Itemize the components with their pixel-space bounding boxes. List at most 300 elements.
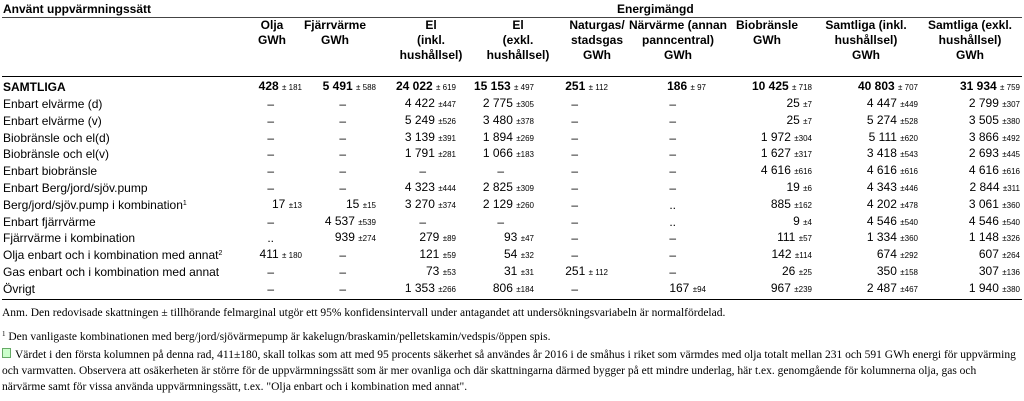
- cell-margin: ±281: [438, 150, 456, 160]
- cell-value: 26: [782, 263, 796, 278]
- cell-value: –: [571, 197, 578, 212]
- cell-margin: ±32: [520, 251, 534, 261]
- cell-margin: ±492: [1002, 133, 1020, 143]
- cell: [304, 130, 378, 147]
- row-label-text: Berg/jord/sjöv.pump i kombination: [3, 197, 183, 212]
- cell: [814, 78, 920, 96]
- cell-value: 4 616: [760, 163, 791, 178]
- cell: [708, 130, 814, 147]
- cell: [708, 230, 814, 247]
- cell-margin: ±616: [900, 167, 918, 177]
- table-row: [2, 230, 1022, 247]
- cell: [238, 96, 304, 113]
- cell: [708, 247, 814, 264]
- row-label: [2, 180, 238, 197]
- cell: [610, 113, 708, 130]
- cell-value: –: [669, 264, 676, 279]
- cell: [536, 281, 610, 298]
- column-header-9-line2: hushållsel): [938, 33, 1002, 47]
- cell-value: –: [497, 164, 504, 179]
- cell: [708, 264, 814, 281]
- cell-value: –: [267, 113, 274, 128]
- cell: [304, 247, 378, 264]
- cell-value: –: [339, 130, 346, 145]
- cell: [610, 78, 708, 96]
- footnote-1-text: Den vanligaste kombinationen med berg/jord/sjövärmepump är kakelugn/braskamin/pelletskamin/vedspis/öppen spis.: [8, 331, 551, 343]
- cell-value: –: [669, 248, 676, 263]
- cell-margin: ±380: [1002, 284, 1020, 294]
- cell-value: –: [339, 97, 346, 111]
- cell-value: –: [571, 248, 578, 263]
- cell-margin: ±13: [288, 200, 302, 210]
- cell-value: –: [339, 164, 346, 179]
- footnote-2-text: Värdet i den första kolumnen på denna rad, 411±180, skall tolkas som att med 95 procents säkerhet så användes år 2016 i de småhus i riket som värmdes med olja totalt mellan 231 och 591 GWh energi för uppvärming och varmvatten. Observera att osäkerheten är större för de uppvärmningssätt som är mer ovanliga och där skattningarna därmed bygger på ett mindre underlag, här t.ex. genomgående för kolumnerna olja, gas och närvärme samt för vissa använda uppvärmningssätt, t.ex. "Olja enbart och i kombination med annat".: [2, 349, 1016, 393]
- cell-value: –: [571, 97, 578, 111]
- cell: [610, 96, 708, 113]
- column-header-7-line1: Biobränsle: [735, 18, 798, 32]
- cell: [708, 163, 814, 180]
- cell: [458, 146, 536, 163]
- row-label-text: Enbart fjärrvärme: [3, 214, 96, 229]
- broken-image-icon: [2, 348, 11, 358]
- column-header-9-line3: GWh: [956, 48, 984, 62]
- cell: [920, 113, 1022, 130]
- column-header-7-line2: GWh: [753, 33, 781, 47]
- cell-margin: ±380: [1002, 116, 1020, 126]
- row-label: [2, 247, 238, 264]
- cell-value: –: [267, 214, 274, 229]
- cell-margin: ±53: [442, 267, 456, 277]
- cell: [304, 197, 378, 214]
- cell-margin: ±317: [794, 150, 812, 160]
- cell: [708, 78, 814, 96]
- cell-value: 31 934: [959, 78, 997, 93]
- cell-value: 167: [669, 280, 690, 295]
- cell: [610, 163, 708, 180]
- row-label: [2, 281, 238, 298]
- cell-value: 4 202: [866, 196, 897, 211]
- cell-value: 3 505: [968, 112, 999, 127]
- cell-value: –: [419, 164, 426, 179]
- column-header-2-line1: Fjärrvärme: [303, 18, 367, 32]
- cell-value: 24 022: [395, 78, 433, 93]
- cell: [920, 247, 1022, 264]
- cell-value: –: [267, 130, 274, 145]
- cell: [378, 247, 458, 264]
- cell: [536, 163, 610, 180]
- cell-value: 5 249: [404, 112, 435, 127]
- cell: [458, 78, 536, 96]
- cell: [814, 96, 920, 113]
- cell-value: –: [339, 248, 346, 263]
- cell: [238, 247, 304, 264]
- row-label-text: SAMTLIGA: [3, 79, 66, 94]
- cell-margin: ±309: [516, 183, 534, 193]
- row-label-text: Övrigt: [3, 281, 36, 296]
- cell-margin: ±311: [1002, 183, 1020, 193]
- table-row: [2, 163, 1022, 180]
- cell-value: –: [339, 264, 346, 279]
- cell-margin: ± 759: [1000, 82, 1020, 92]
- cell: [304, 146, 378, 163]
- cell: [304, 214, 378, 231]
- cell: [814, 247, 920, 264]
- cell-margin: ±528: [900, 116, 918, 126]
- row-label-text: Biobränsle och el(v): [3, 147, 110, 162]
- cell-value: –: [339, 113, 346, 128]
- row-label-text: Enbart elvärme (d): [3, 97, 103, 111]
- cell: [458, 197, 536, 214]
- table-row: [2, 180, 1022, 197]
- cell: [536, 214, 610, 231]
- cell-value: 307: [978, 263, 999, 278]
- cell-value: –: [339, 281, 346, 296]
- cell: [814, 230, 920, 247]
- cell: [920, 230, 1022, 247]
- cell-value: 1 148: [968, 230, 999, 245]
- cell-value: 2 844: [969, 179, 1000, 194]
- cell: [378, 197, 458, 214]
- cell: [458, 264, 536, 281]
- column-header-9-line1: Samtliga (exkl.: [927, 18, 1013, 32]
- cell-margin: ±266: [438, 284, 456, 294]
- column-header-1-line2: GWh: [258, 33, 286, 47]
- cell-value: 967: [770, 280, 791, 295]
- cell: [610, 264, 708, 281]
- cell: [536, 78, 610, 96]
- cell-value: –: [339, 180, 346, 195]
- cell: [536, 230, 610, 247]
- cell-margin: ±540: [900, 217, 918, 227]
- cell-value: 25: [786, 112, 800, 127]
- cell-value: –: [497, 214, 504, 229]
- cell-value: –: [571, 281, 578, 296]
- row-label: [2, 230, 238, 247]
- column-header-8-line3: GWh: [852, 48, 880, 62]
- note-anm: Anm. Den redovisade skattningen ± tillhörande felmarginal utgör ett 95% konfidensintervall under antagandet att undersökningsvariabeln är normalfördelad.: [2, 307, 726, 319]
- cell-margin: ±449: [900, 100, 918, 109]
- cell: [378, 130, 458, 147]
- cell-margin: ±445: [1002, 150, 1020, 160]
- cell: [378, 214, 458, 231]
- cell-margin: ±446: [900, 183, 918, 193]
- cell-value: 93: [504, 230, 518, 245]
- table-row: [2, 197, 1022, 214]
- cell-margin: ±467: [900, 284, 918, 294]
- column-header-5-line2: stadsgas: [570, 33, 624, 47]
- cell-margin: ±616: [1002, 167, 1020, 177]
- total-row: [2, 78, 1022, 96]
- row-label: [2, 146, 238, 163]
- table-row: [2, 214, 1022, 231]
- cell-value: 3 418: [866, 146, 897, 161]
- cell-margin: ±31: [520, 267, 534, 277]
- cell-margin: ±305: [516, 100, 534, 109]
- cell: [536, 130, 610, 147]
- cell-margin: ±6: [803, 183, 812, 193]
- cell-margin: ±378: [516, 116, 534, 126]
- cell: [304, 78, 378, 96]
- cell: [708, 180, 814, 197]
- cell: [536, 146, 610, 163]
- cell: [304, 281, 378, 298]
- cell: [536, 113, 610, 130]
- row-label: [2, 130, 238, 147]
- cell-value: 5 274: [866, 112, 897, 127]
- cell-value: ..: [669, 197, 676, 212]
- cell-value: 251: [565, 78, 586, 93]
- table-row: [2, 146, 1022, 163]
- column-header-4-line2: (exkl.: [502, 33, 534, 47]
- cell-value: 73: [426, 263, 440, 278]
- cell-margin: ±274: [358, 234, 376, 244]
- cell-margin: ±4: [803, 217, 812, 227]
- cell-margin: ±360: [1002, 200, 1020, 210]
- cell-value: 2 487: [866, 280, 897, 295]
- cell-margin: ±264: [1002, 251, 1020, 261]
- cell-value: 9: [793, 213, 800, 228]
- column-header-1-line1: Olja: [260, 18, 284, 32]
- cell: [708, 281, 814, 298]
- cell-value: 4 546: [968, 213, 999, 228]
- cell-margin: ± 112: [588, 82, 608, 92]
- cell-value: 2 825: [482, 179, 513, 194]
- cell: [708, 113, 814, 130]
- cell-value: 3 480: [482, 112, 513, 127]
- cell-value: 4 422: [404, 96, 435, 110]
- cell-value: 1 972: [760, 129, 791, 144]
- cell-value: 15 153: [473, 78, 511, 93]
- cell-value: –: [571, 130, 578, 145]
- cell-margin: ±292: [900, 251, 918, 261]
- cell: [378, 96, 458, 113]
- table-row: [2, 96, 1022, 113]
- column-group-title: Energimängd: [617, 2, 694, 16]
- cell: [536, 180, 610, 197]
- cell-value: ..: [267, 231, 274, 246]
- cell: [708, 146, 814, 163]
- row-label-text: Enbart biobränsle: [3, 164, 98, 179]
- cell: [610, 214, 708, 231]
- cell-value: –: [267, 281, 274, 296]
- cell-value: 1 334: [866, 230, 897, 245]
- table-row: [2, 247, 1022, 264]
- cell: [536, 247, 610, 264]
- cell-value: 4 447: [866, 96, 897, 110]
- cell: [920, 264, 1022, 281]
- row-label: [2, 163, 238, 180]
- row-label-text: Olja enbart och i kombination med annat: [3, 248, 219, 263]
- footnote-1: [2, 329, 550, 345]
- cell-value: 121: [419, 247, 440, 262]
- cell: [458, 96, 536, 113]
- cell: [814, 197, 920, 214]
- cell-value: 2 129: [482, 196, 513, 211]
- cell-value: 25: [786, 96, 800, 110]
- cell-margin: ±326: [1002, 234, 1020, 244]
- cell-value: 3 139: [404, 129, 435, 144]
- column-header-5-line1: Naturgas/: [569, 18, 625, 32]
- cell: [458, 230, 536, 247]
- cell-value: ..: [669, 214, 676, 229]
- row-label: [2, 78, 238, 96]
- cell-margin: ±94: [692, 284, 706, 294]
- cell: [814, 146, 920, 163]
- cell: [920, 130, 1022, 147]
- cell-margin: ±183: [516, 150, 534, 160]
- cell: [610, 197, 708, 214]
- cell: [238, 163, 304, 180]
- cell: [458, 281, 536, 298]
- row-label: [2, 96, 238, 113]
- cell-value: 111: [777, 230, 796, 245]
- cell-value: –: [571, 214, 578, 229]
- cell: [708, 197, 814, 214]
- row-label: [2, 113, 238, 130]
- cell-value: 806: [492, 280, 513, 295]
- cell: [814, 163, 920, 180]
- cell-margin: ±47: [520, 234, 534, 244]
- table-body: [2, 78, 1022, 298]
- cell-margin: ±114: [794, 251, 812, 261]
- cell: [920, 146, 1022, 163]
- row-label: [2, 197, 238, 214]
- cell-value: 5 111: [868, 129, 897, 144]
- cell-margin: ± 112: [588, 267, 608, 277]
- cell-value: 40 803: [857, 78, 895, 93]
- cell: [304, 163, 378, 180]
- column-header-2-line2: GWh: [321, 33, 349, 47]
- row-label-text: Enbart Berg/jord/sjöv.pump: [3, 180, 148, 195]
- cell: [304, 113, 378, 130]
- cell-value: 1 627: [760, 146, 791, 161]
- cell-value: –: [267, 180, 274, 195]
- energy-table: [2, 78, 1022, 298]
- cell-value: –: [571, 113, 578, 128]
- column-header-8-line2: hushållsel): [834, 33, 898, 47]
- cell-value: 1 940: [968, 280, 999, 295]
- column-header-4-line3: hushållsel): [486, 48, 550, 62]
- column-header-5-line3: GWh: [583, 48, 611, 62]
- cell-value: 19: [786, 179, 800, 194]
- cell-value: 4 616: [968, 163, 999, 178]
- cell-value: –: [571, 180, 578, 195]
- cell-margin: ±360: [900, 234, 918, 244]
- table-row: [2, 264, 1022, 281]
- cell-value: 1 353: [404, 280, 435, 295]
- column-header-6-line2: panncentral): [641, 33, 714, 47]
- cell: [458, 163, 536, 180]
- cell-value: 1 894: [482, 129, 513, 144]
- cell-value: 5 491: [322, 78, 353, 93]
- column-header-3-line2: (inkl.: [416, 33, 445, 47]
- cell-margin: ±184: [516, 284, 534, 294]
- cell-value: 279: [419, 230, 440, 245]
- cell-value: 885: [770, 196, 791, 211]
- cell: [610, 146, 708, 163]
- column-header-4-line1: El: [512, 18, 524, 32]
- cell: [238, 197, 304, 214]
- cell: [378, 146, 458, 163]
- cell: [920, 180, 1022, 197]
- cell-value: 186: [667, 78, 688, 93]
- cell-value: –: [669, 113, 676, 128]
- cell-margin: ±620: [900, 133, 918, 143]
- cell-value: 4 537: [324, 213, 355, 228]
- cell-margin: ±539: [358, 217, 376, 227]
- cell-margin: ±478: [900, 200, 918, 210]
- cell-value: –: [669, 97, 676, 111]
- cell: [920, 281, 1022, 298]
- column-header-3-line1: El: [425, 18, 437, 32]
- cell-margin: ±391: [438, 133, 456, 143]
- cell: [378, 113, 458, 130]
- cell: [238, 264, 304, 281]
- cell-margin: ± 181: [282, 82, 302, 92]
- cell-margin: ± 97: [690, 82, 706, 92]
- cell: [458, 214, 536, 231]
- cell-margin: ± 619: [436, 82, 456, 92]
- cell: [814, 281, 920, 298]
- row-label: [2, 264, 238, 281]
- cell-value: 3 061: [968, 196, 999, 211]
- cell-value: 411: [259, 247, 279, 262]
- cell: [708, 96, 814, 113]
- cell-value: –: [267, 164, 274, 179]
- cell: [304, 180, 378, 197]
- cell: [610, 230, 708, 247]
- column-header-8: [806, 18, 926, 63]
- cell-value: –: [339, 147, 346, 162]
- table-bottom-rule: [2, 299, 1022, 300]
- cell-margin: ±59: [442, 251, 456, 261]
- cell-value: 428: [258, 78, 279, 93]
- cell-margin: ±15: [362, 200, 376, 210]
- column-header-6-line3: GWh: [664, 48, 692, 62]
- cell-value: 2 799: [968, 96, 999, 110]
- table-row: [2, 281, 1022, 298]
- cell-value: 939: [334, 230, 355, 245]
- cell-margin: ±540: [1002, 217, 1020, 227]
- cell-value: –: [267, 264, 274, 279]
- cell: [378, 180, 458, 197]
- cell: [238, 146, 304, 163]
- cell-value: –: [669, 130, 676, 145]
- cell-margin: ± 707: [898, 82, 918, 92]
- cell: [238, 130, 304, 147]
- row-label-text: Enbart elvärme (v): [3, 113, 102, 128]
- cell-value: 251: [565, 263, 586, 278]
- cell-margin: ±7: [803, 116, 812, 126]
- cell-value: 1 066: [482, 146, 513, 161]
- cell: [536, 264, 610, 281]
- cell: [304, 96, 378, 113]
- cell-value: 350: [876, 263, 897, 278]
- cell-margin: ±239: [794, 284, 812, 294]
- cell: [920, 78, 1022, 96]
- cell: [536, 96, 610, 113]
- cell: [378, 264, 458, 281]
- cell: [814, 113, 920, 130]
- table-row: [2, 113, 1022, 130]
- cell: [920, 163, 1022, 180]
- cell-value: –: [419, 214, 426, 229]
- cell: [610, 281, 708, 298]
- column-header-9: [910, 18, 1024, 63]
- cell: [536, 197, 610, 214]
- cell: [920, 197, 1022, 214]
- footnote-2: [2, 347, 1017, 395]
